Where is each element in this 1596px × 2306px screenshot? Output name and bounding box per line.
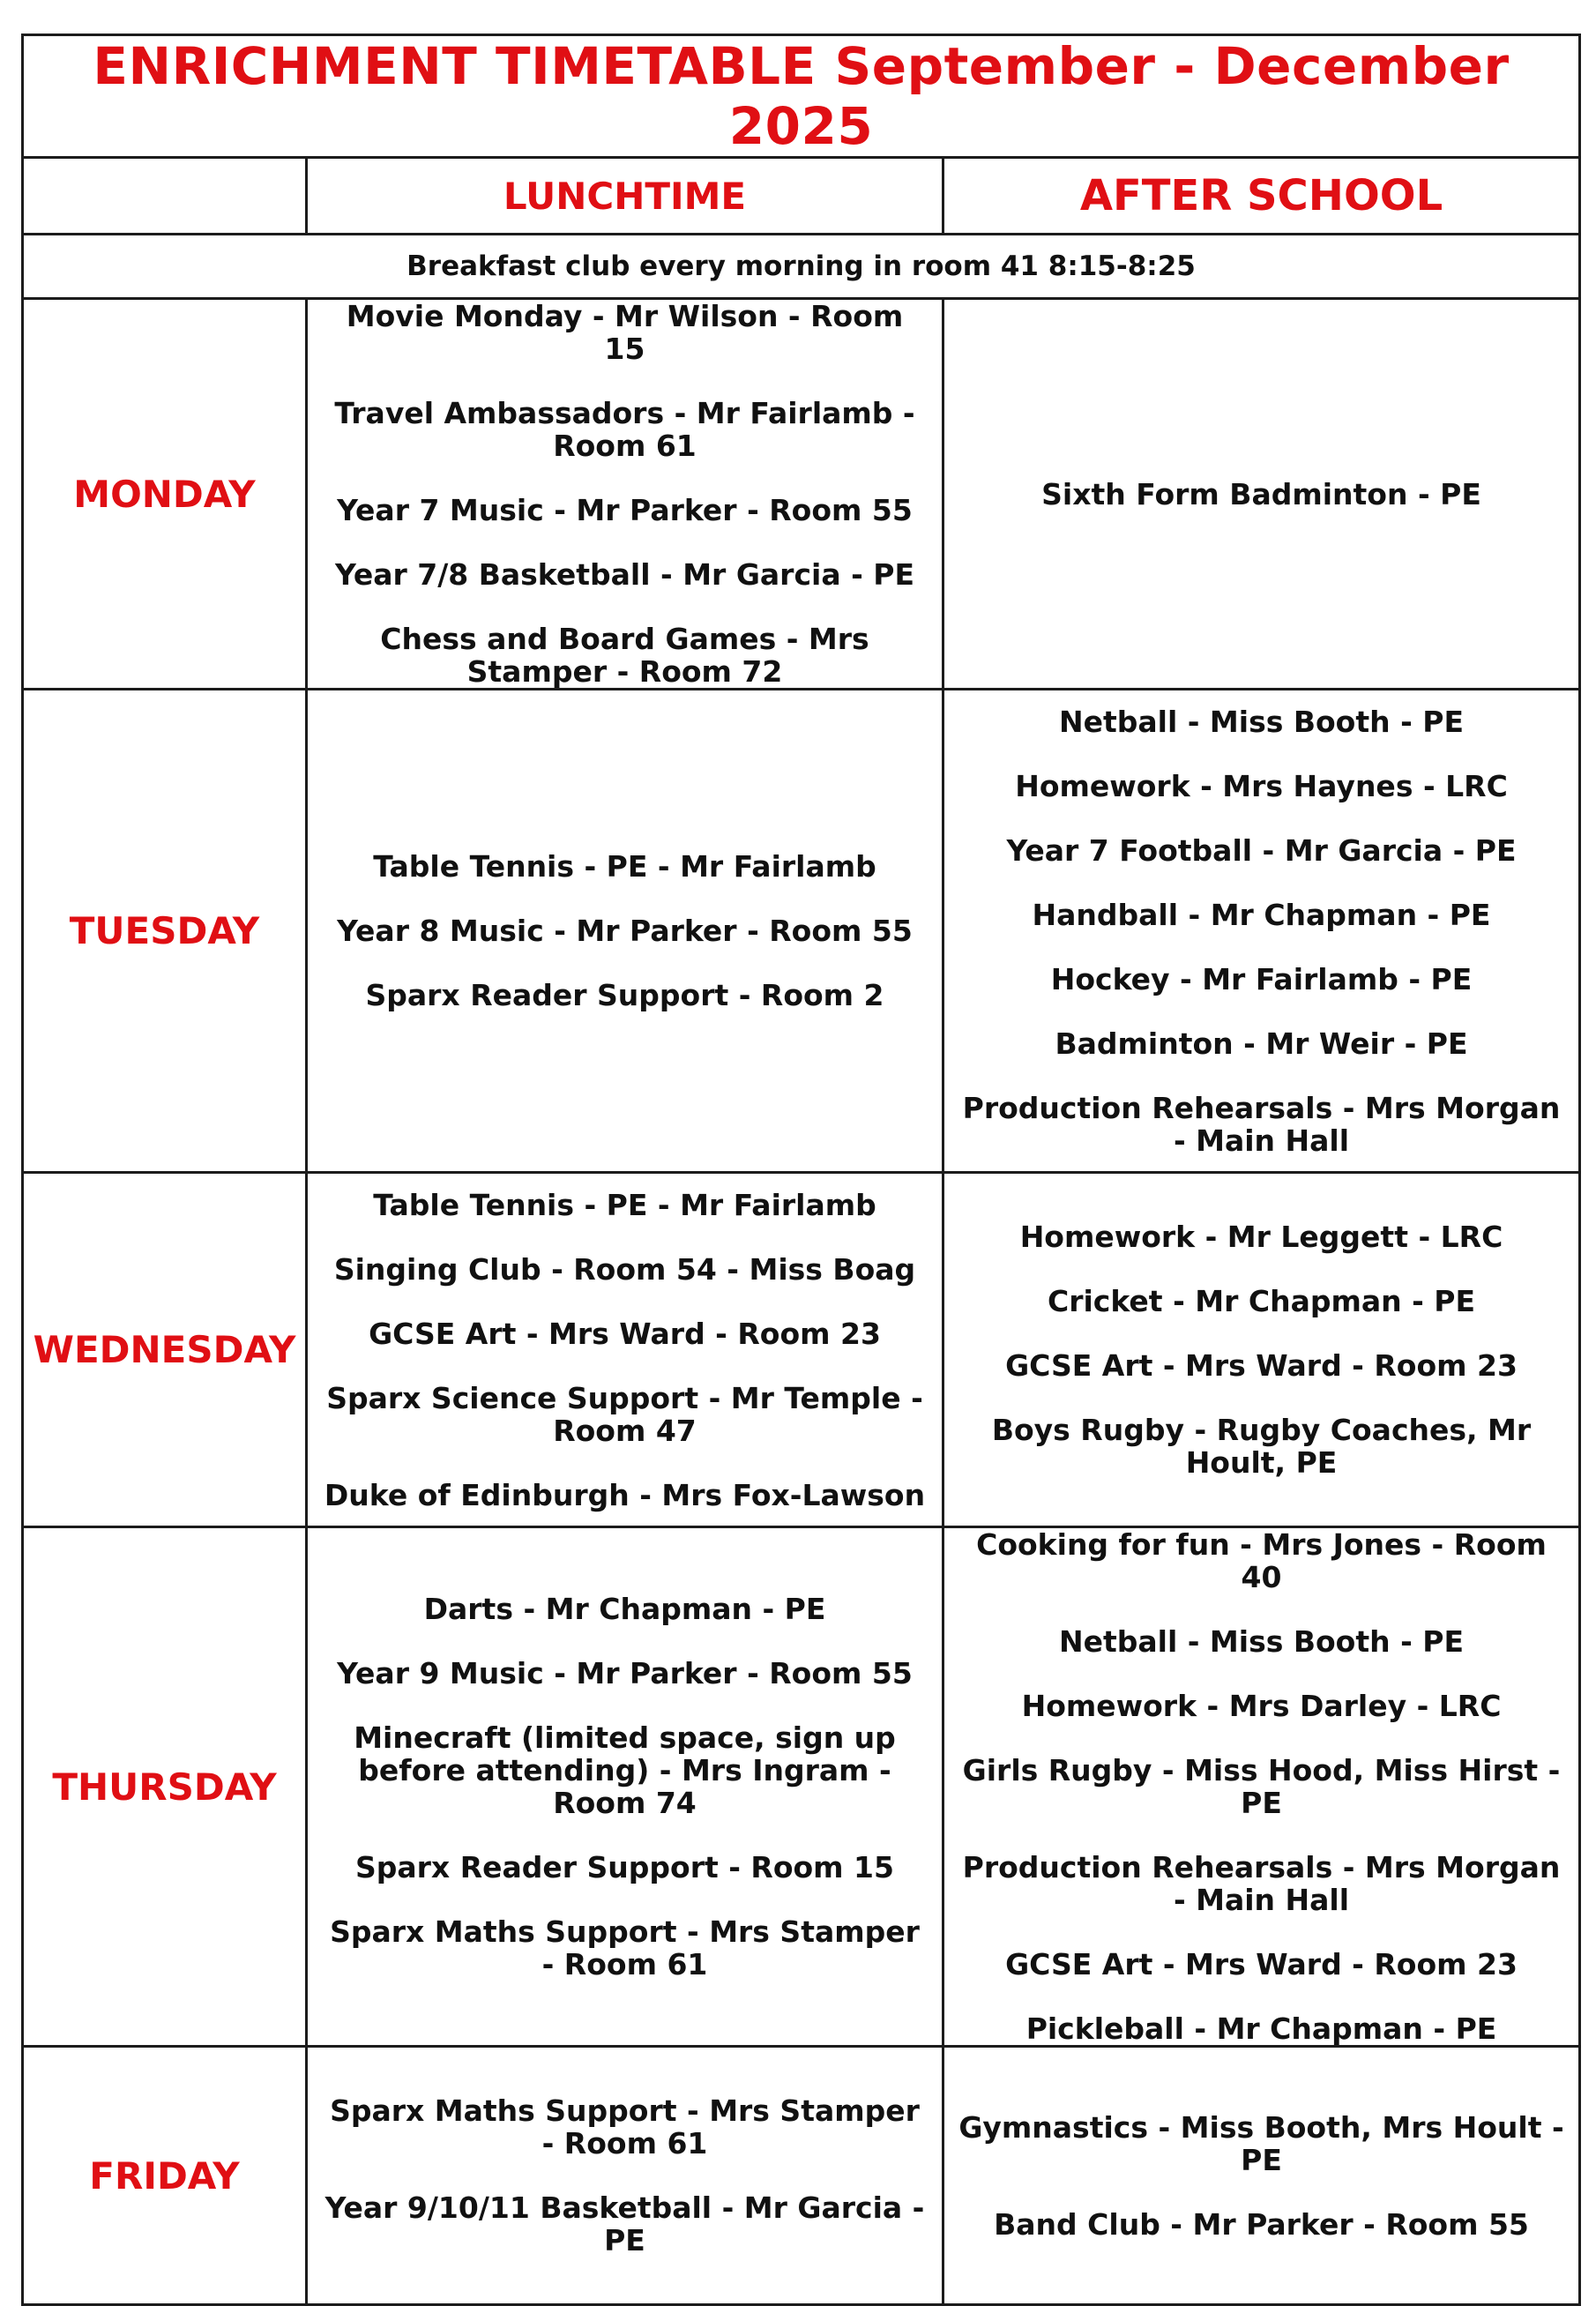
activity-item: Sparx Reader Support - Room 15 (355, 1850, 894, 1884)
lunchtime-header: LUNCHTIME (307, 158, 943, 235)
timetable (21, 34, 1581, 2306)
activity-item: Duke of Edinburgh - Mrs Fox-Lawson (324, 1477, 926, 1512)
activity-item: Homework - Mrs Darley - LRC (1021, 1689, 1502, 1723)
friday-after-school-cell (943, 2047, 1580, 2305)
thursday-after-school-cell (943, 1527, 1580, 2047)
activity-item: Year 9/10/11 Basketball - Mr Garcia - PE (324, 2190, 925, 2257)
activity-item: Production Rehearsals - Mrs Morgan - Main Hall (962, 1090, 1561, 1158)
activity-item: Sixth Form Badminton - PE (1041, 476, 1481, 511)
activity-item: Sparx Maths Support - Mrs Stamper - Room 61 (330, 2093, 920, 2160)
activity-item: GCSE Art - Mrs Ward - Room 23 (1005, 1348, 1518, 1383)
activity-item: Singing Club - Room 54 - Miss Boag (333, 1251, 916, 1287)
day-row-tuesday (23, 690, 1580, 1173)
activity-item: Netball - Miss Booth - PE (1058, 1624, 1465, 1659)
activity-item: Year 9 Music - Mr Parker - Room 55 (337, 1656, 913, 1690)
corner-cell (23, 158, 307, 235)
activity-item: Girls Rugby - Miss Hood, Miss Hirst - PE (962, 1753, 1561, 1820)
activity-item: Band Club - Mr Parker - Room 55 (994, 2206, 1529, 2242)
activity-item: Badminton - Mr Weir - PE (1055, 1026, 1468, 1061)
tuesday-after-school-cell (943, 690, 1580, 1173)
day-label-thursday: THURSDAY (23, 1527, 307, 2047)
activity-item: Sparx Reader Support - Room 2 (365, 978, 884, 1012)
day-row-thursday (23, 1527, 1580, 2047)
activity-item: Table Tennis - PE - Mr Fairlamb (373, 1187, 876, 1222)
thursday-lunchtime-cell (307, 1527, 943, 2047)
day-row-wednesday (23, 1173, 1580, 1527)
after-school-header: AFTER SCHOOL (943, 158, 1580, 235)
breakfast-club-note: Breakfast club every morning in room 41 8:15-8:25 (23, 235, 1580, 299)
activity-item: Pickleball - Mr Chapman - PE (1025, 2011, 1497, 2046)
monday-after-school-cell (943, 299, 1580, 690)
wednesday-after-school-cell (943, 1173, 1580, 1527)
day-row-monday (23, 299, 1580, 690)
activity-item: Homework - Mrs Haynes - LRC (1015, 768, 1508, 803)
activity-item: Travel Ambassadors - Mr Fairlamb - Room 61 (334, 396, 915, 463)
activity-item: GCSE Art - Mrs Ward - Room 23 (369, 1316, 881, 1351)
activity-item: Movie Monday - Mr Wilson - Room 15 (346, 299, 904, 366)
activity-item: Minecraft (limited space, sign up before attending) - Mrs Ingram - Room 74 (354, 1720, 896, 1820)
activity-item: Handball - Mr Chapman - PE (1032, 897, 1491, 932)
day-label-friday: FRIDAY (23, 2047, 307, 2305)
activity-item: Year 7/8 Basketball - Mr Garcia - PE (335, 557, 914, 592)
activity-item: Sparx Science Support - Mr Temple - Room 47 (326, 1380, 923, 1448)
day-label-monday: MONDAY (23, 299, 307, 690)
activity-item: Year 8 Music - Mr Parker - Room 55 (337, 914, 913, 948)
activity-item: GCSE Art - Mrs Ward - Room 23 (1005, 1947, 1518, 1981)
activity-item: Cricket - Mr Chapman - PE (1048, 1284, 1476, 1318)
activity-item: Hockey - Mr Fairlamb - PE (1050, 961, 1473, 996)
tuesday-lunchtime-cell (307, 690, 943, 1173)
activity-item: Sparx Maths Support - Mrs Stamper - Room 61 (330, 1914, 920, 1981)
activity-item: Year 7 Football - Mr Garcia - PE (1006, 832, 1517, 868)
day-row-friday (23, 2047, 1580, 2305)
activity-item: Cooking for fun - Mrs Jones - Room 40 (976, 1527, 1547, 1594)
monday-lunchtime-cell (307, 299, 943, 690)
activity-item: Production Rehearsals - Mrs Morgan - Main Hall (962, 1850, 1561, 1917)
activity-item: Chess and Board Games - Mrs Stamper - Room 72 (380, 622, 869, 689)
activity-item: Homework - Mr Leggett - LRC (1019, 1220, 1503, 1254)
day-label-tuesday: TUESDAY (23, 690, 307, 1173)
activity-item: Netball - Miss Booth - PE (1058, 704, 1465, 739)
wednesday-lunchtime-cell (307, 1173, 943, 1527)
activity-item: Gymnastics - Miss Booth, Mrs Hoult - PE (958, 2109, 1564, 2177)
activity-item: Boys Rugby - Rugby Coaches, Mr Hoult, PE (991, 1413, 1532, 1480)
friday-lunchtime-cell (307, 2047, 943, 2305)
timetable-title: ENRICHMENT TIMETABLE September - December 2025 (23, 35, 1580, 158)
activity-item: Table Tennis - PE - Mr Fairlamb (373, 849, 876, 884)
activity-item: Year 7 Music - Mr Parker - Room 55 (337, 493, 913, 527)
day-label-wednesday: WEDNESDAY (23, 1173, 307, 1527)
activity-item: Darts - Mr Chapman - PE (423, 1592, 826, 1626)
